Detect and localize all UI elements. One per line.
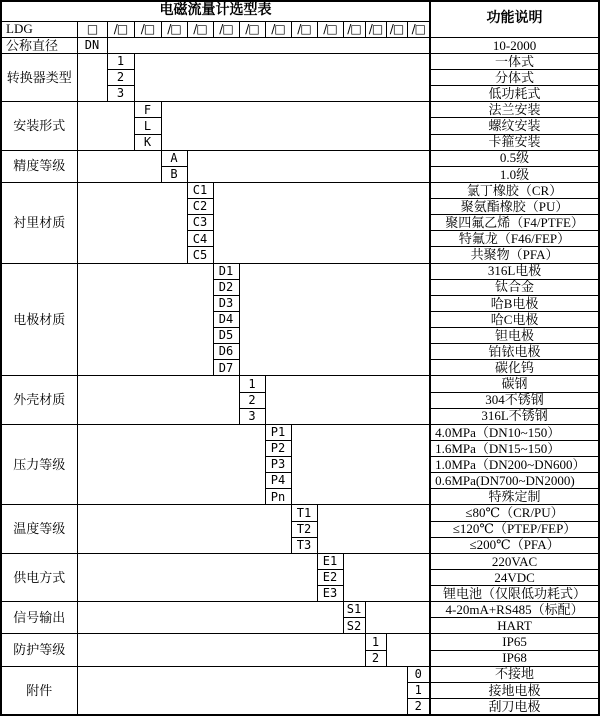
code-cell: C1: [187, 182, 213, 198]
code-cell: E2: [317, 569, 343, 585]
empty-span: [161, 102, 430, 150]
model-slot: /□: [107, 21, 134, 37]
desc-cell: 不接地: [430, 666, 599, 682]
desc-cell: IP65: [430, 634, 599, 650]
empty-span: [77, 150, 161, 182]
desc-cell: 聚四氟乙烯（F4/PTFE）: [430, 215, 599, 231]
desc-cell: 刮刀电极: [430, 698, 599, 715]
empty-span: [239, 263, 430, 376]
empty-span: [77, 666, 407, 715]
desc-cell: 特氟龙（F46/FEP）: [430, 231, 599, 247]
section-label-housing-material: 外壳材质: [1, 376, 77, 424]
code-cell: E3: [317, 586, 343, 602]
model-slot: /□: [161, 21, 187, 37]
code-cell: 2: [407, 698, 430, 715]
code-cell: 1: [107, 53, 134, 69]
desc-cell: ≤120℃（PTEP/FEP）: [430, 521, 599, 537]
code-cell: T3: [291, 537, 317, 553]
model-slot: /□: [407, 21, 430, 37]
desc-cell: 铂铱电极: [430, 344, 599, 360]
desc-cell: 316L电极: [430, 263, 599, 279]
model-slot: /□: [134, 21, 161, 37]
section-label-power-supply: 供电方式: [1, 553, 77, 601]
empty-span: [265, 376, 430, 424]
model-code-box: □: [77, 21, 107, 37]
desc-cell: 法兰安装: [430, 102, 599, 118]
section-label-electrode-material: 电极材质: [1, 263, 77, 376]
model-slot: /□: [365, 21, 386, 37]
empty-span: [386, 634, 430, 666]
desc-cell: 氯丁橡胶（CR）: [430, 182, 599, 198]
desc-cell: ≤200℃（PFA）: [430, 537, 599, 553]
empty-span: [213, 182, 430, 263]
desc-cell: 0.6MPa(DN700~DN2000): [430, 473, 599, 489]
empty-span: [317, 505, 430, 553]
desc-cell: 低功耗式: [430, 86, 599, 102]
model-slot: /□: [317, 21, 343, 37]
desc-cell: 哈C电极: [430, 311, 599, 327]
desc-cell: 哈B电极: [430, 295, 599, 311]
empty-span: [77, 505, 291, 553]
desc-cell: 220VAC: [430, 553, 599, 569]
model-slot: /□: [343, 21, 365, 37]
desc-cell: 1.0MPa（DN200~DN600）: [430, 457, 599, 473]
section-label-protection-rating: 防护等级: [1, 634, 77, 666]
section-label-signal-output: 信号输出: [1, 602, 77, 634]
empty-span: [77, 263, 213, 376]
desc-cell: 304不锈钢: [430, 392, 599, 408]
code-cell: P3: [265, 457, 291, 473]
code-cell: F: [134, 102, 161, 118]
code-cell: T2: [291, 521, 317, 537]
code-cell: L: [134, 118, 161, 134]
section-label-converter-type: 转换器类型: [1, 53, 77, 101]
code-cell: 2: [107, 70, 134, 86]
section-label-installation: 安装形式: [1, 102, 77, 150]
empty-span: [187, 150, 430, 182]
code-cell: E1: [317, 553, 343, 569]
empty-span: [107, 37, 430, 53]
code-cell: K: [134, 134, 161, 150]
code-cell: C5: [187, 247, 213, 263]
section-label-accuracy: 精度等级: [1, 150, 77, 182]
desc-cell: 0.5级: [430, 150, 599, 166]
section-label-nominal-diameter: 公称直径: [1, 37, 77, 53]
desc-cell: 一体式: [430, 53, 599, 69]
code-cell: 3: [239, 408, 265, 424]
model-slot: /□: [386, 21, 407, 37]
desc-cell: 钽电极: [430, 328, 599, 344]
empty-span: [365, 602, 430, 634]
code-cell: 1: [239, 376, 265, 392]
code-cell: Pn: [265, 489, 291, 505]
desc-cell: 共聚物（PFA）: [430, 247, 599, 263]
empty-span: [77, 602, 343, 634]
desc-cell: 钛合金: [430, 279, 599, 295]
code-cell: D6: [213, 344, 239, 360]
code-cell: D1: [213, 263, 239, 279]
code-cell: P1: [265, 424, 291, 440]
desc-cell: 4.0MPa（DN10~150）: [430, 424, 599, 440]
code-cell: P4: [265, 473, 291, 489]
empty-span: [77, 424, 265, 505]
desc-cell: 碳化钨: [430, 360, 599, 376]
model-slot: /□: [187, 21, 213, 37]
model-slot: /□: [265, 21, 291, 37]
code-cell: D7: [213, 360, 239, 376]
code-cell: 2: [239, 392, 265, 408]
desc-cell: 螺纹安装: [430, 118, 599, 134]
desc-cell: 碳钢: [430, 376, 599, 392]
model-prefix-label: LDG: [1, 21, 77, 37]
desc-cell: 1.0级: [430, 166, 599, 182]
desc-cell: IP68: [430, 650, 599, 666]
empty-span: [343, 553, 430, 601]
model-slot: /□: [239, 21, 265, 37]
desc-cell: 锂电池（仅限低功耗式）: [430, 586, 599, 602]
code-cell: C2: [187, 199, 213, 215]
table-title: 电磁流量计选型表: [1, 1, 430, 21]
desc-cell: 316L不锈钢: [430, 408, 599, 424]
empty-span: [77, 376, 239, 424]
code-cell: B: [161, 166, 187, 182]
empty-span: [77, 182, 187, 263]
empty-span: [77, 53, 107, 101]
empty-span: [77, 102, 134, 150]
desc-cell: 卡箍安装: [430, 134, 599, 150]
section-label-lining-material: 衬里材质: [1, 182, 77, 263]
desc-cell: 接地电极: [430, 682, 599, 698]
desc-cell: HART: [430, 618, 599, 634]
section-label-temperature-rating: 温度等级: [1, 505, 77, 553]
code-cell: D5: [213, 328, 239, 344]
empty-span: [291, 424, 430, 505]
section-label-accessories: 附件: [1, 666, 77, 715]
model-slot: /□: [291, 21, 317, 37]
desc-cell: 聚氨酯橡胶（PU）: [430, 199, 599, 215]
code-cell: 1: [365, 634, 386, 650]
model-slot: /□: [213, 21, 239, 37]
empty-span: [134, 53, 430, 101]
code-cell: D2: [213, 279, 239, 295]
code-cell: S1: [343, 602, 365, 618]
desc-cell: 10-2000: [430, 37, 599, 53]
desc-cell: ≤80℃（CR/PU）: [430, 505, 599, 521]
section-label-pressure-rating: 压力等级: [1, 424, 77, 505]
code-cell: D4: [213, 311, 239, 327]
code-cell: D3: [213, 295, 239, 311]
empty-span: [77, 634, 365, 666]
code-cell: 3: [107, 86, 134, 102]
code-cell: DN: [77, 37, 107, 53]
desc-column-header: 功能说明: [430, 1, 599, 37]
desc-cell: 4-20mA+RS485（标配）: [430, 602, 599, 618]
desc-cell: 1.6MPa（DN15~150）: [430, 440, 599, 456]
code-cell: 1: [407, 682, 430, 698]
desc-cell: 24VDC: [430, 569, 599, 585]
code-cell: P2: [265, 440, 291, 456]
code-cell: C4: [187, 231, 213, 247]
empty-span: [77, 553, 317, 601]
code-cell: T1: [291, 505, 317, 521]
code-cell: 0: [407, 666, 430, 682]
code-cell: 2: [365, 650, 386, 666]
desc-cell: 分体式: [430, 70, 599, 86]
code-cell: C3: [187, 215, 213, 231]
code-cell: A: [161, 150, 187, 166]
code-cell: S2: [343, 618, 365, 634]
desc-cell: 特殊定制: [430, 489, 599, 505]
